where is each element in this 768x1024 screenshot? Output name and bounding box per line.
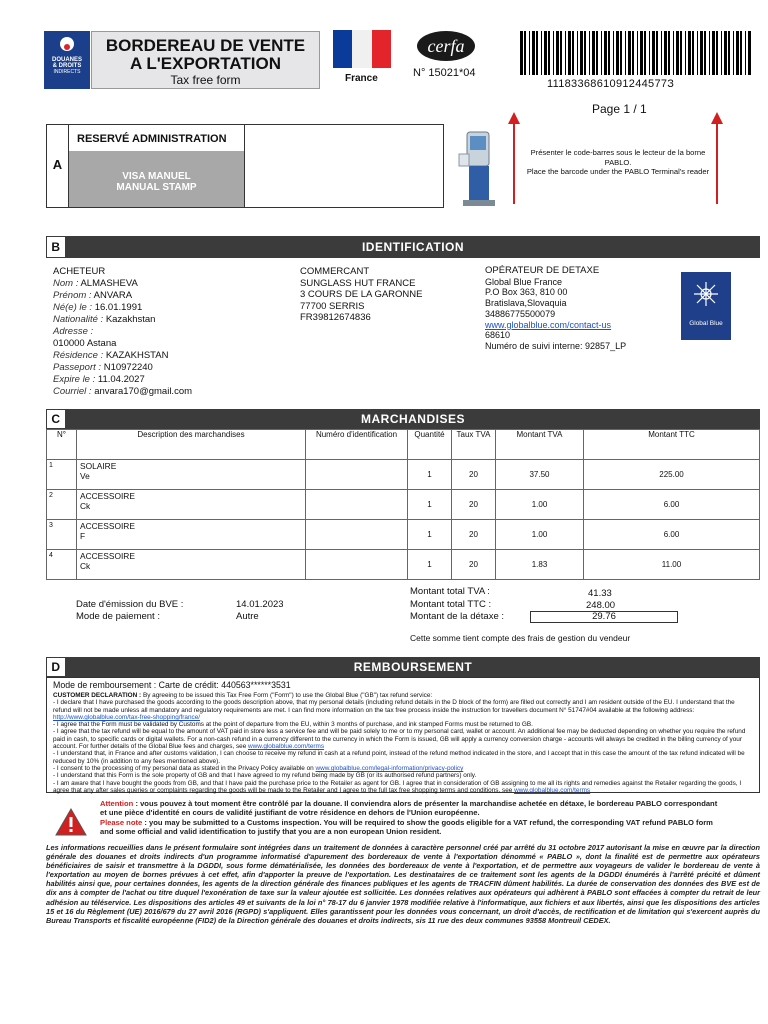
section-d-title: REMBOURSEMENT (353, 660, 473, 674)
passport-label: Passeport : (53, 362, 102, 373)
section-c-letter: C (46, 409, 66, 429)
table-row (47, 550, 760, 580)
item-quantity: 1 (408, 550, 452, 580)
col-vat-rate: Taux TVA (452, 430, 496, 460)
red-arrow-left-icon (508, 112, 520, 204)
prenom-label: Prénom : (53, 290, 92, 301)
please-note-label: Please note (100, 817, 143, 827)
item-ttc-amount: 6.00 (584, 520, 760, 550)
operator-id: 34886775500079 (485, 308, 556, 319)
buyer-block (53, 266, 293, 398)
item-vat-rate: 20 (452, 520, 496, 550)
nom-label: Nom : (53, 278, 79, 289)
logo-line-3: INDIRECTS (53, 69, 81, 75)
instruction-fr: Présenter le code-barres sous le lecteur de la borne PABLO. (530, 148, 706, 167)
item-identification (306, 520, 408, 550)
title-line-1: BORDEREAU DE VENTE (105, 36, 306, 55)
warning-icon (55, 808, 87, 836)
buyer-nationality: Kazakhstan (105, 314, 156, 325)
operator-box: P.O Box 363, 810 00 (485, 287, 568, 298)
item-number: 2 (47, 490, 77, 520)
visa-manuel-label: VISA MANUEL (122, 171, 191, 182)
legal-notice: Les informations recueillies dans le présent formulaire sont intégrées dans un traitement de données à caractère personnel créé par arrêté du 31 octobre 2017 autorisant la mise en œuvre par la direction générale des douanes et droits indirects d'un programme informatisé d'apurement des bordereaux de vente à l'exportation dénommé « PABLO », dont la finalité est de permettre aux opérateurs bénéficiaires de saisir et transmettre à la DGDDI, sous forme dématérialisée, les données des bordereaux de vente à l'exportation, et de permettre aux voyageurs de valider le bordereau de vente à l'exportation au moyen de bornes prévues à cet effet, afin d'apporter la preuve de l'exportation. Les destinataires de ce traitement sont les agents de la DGDDI énumérés à l'arrêté précité et dûment habilités ainsi que, pour certaines données, les agents de la direction générale des finances publiques et les agents de TRACFIN dûment habilités. La durée de conservation des données des BVE est de dix ans à compter de l'achat ou titre duquel l'exonération de taxe sur la valeur ajoutée est sollicitée. Les données relatives aux opérateurs qui adhèrent à PABLO sont effacées à compter du retrait de leur adhésion au téléservice. Les dispositions des articles 49 et suivants de la loi n° 78-17 du 6 janvier 1978 modifiée relative à l'informatique, aux fichiers et aux libertés, ainsi que les dispositions des articles 15 et 16 du Règlement (UE) 2016/679 du 27 avril 2016 (RGPD) s'appliquent. Elles garantissent pour les données vous concernant, un droit d'accès, de rectification et de limitation qui s'exercent auprès du Bureau Transports et fiscalité européenne (FID2) de la Direction générale des douanes et droits indirects, sis 11 rue des deux communes 93558 Montreuil CEDEX. (46, 843, 760, 925)
item-vat-amount: 1.83 (496, 550, 584, 580)
operator-name: Global Blue France (485, 276, 563, 287)
buyer-surname: ALMASHEVA (80, 278, 138, 289)
buyer-email: anvara170@gmail.com (94, 386, 193, 397)
merchant-street: 3 COURS DE LA GARONNE (300, 289, 423, 300)
item-quantity: 1 (408, 490, 452, 520)
payment-mode: Autre (236, 611, 259, 622)
item-quantity: 1 (408, 520, 452, 550)
buyer-birthdate: 16.01.1991 (94, 302, 143, 313)
section-b-letter: B (46, 236, 66, 258)
item-identification (306, 490, 408, 520)
section-b-title: IDENTIFICATION (361, 240, 465, 254)
table-row (47, 520, 760, 550)
instruction-en: Place the barcode under the PABLO Terminal's reader (526, 167, 710, 176)
global-blue-logo (681, 272, 731, 340)
merchant-heading: COMMERCANT (300, 266, 370, 277)
tracking-number: Numéro de suivi interne: 92857_LP (485, 340, 627, 351)
section-d-letter: D (46, 657, 66, 677)
item-description: ACCESSOIRE Ck (77, 550, 306, 580)
attention-notice (100, 799, 720, 837)
page-number: Page 1 / 1 (592, 102, 647, 116)
declaration-p6: - I understand that this Form is the sole property of GB and that I have agreed to my refund being made by GB (or its authorised refund partners) only. (53, 772, 477, 780)
item-vat-amount: 1.00 (496, 520, 584, 550)
table-row (47, 490, 760, 520)
buyer-address: 010000 Astana (53, 338, 117, 349)
barcode (520, 31, 754, 75)
manual-stamp-box (69, 151, 244, 207)
item-ttc-amount: 11.00 (584, 550, 760, 580)
nationality-label: Nationalité : (53, 314, 104, 325)
goods-table-header (47, 430, 760, 460)
attention-label: Attention (100, 799, 134, 808)
declaration-intro: By agreeing to be issued this Tax Free Form ("Form") to use the Global Blue ("GB") tax refund service: (142, 692, 433, 699)
reserved-administration-label: RESERVÉ ADMINISTRATION (77, 133, 227, 145)
detaxe-amount-box (530, 611, 678, 623)
section-c-title: MARCHANDISES (360, 412, 465, 426)
col-description: Description des marchandises (77, 430, 306, 460)
total-ttc-label: Montant total TTC : (410, 599, 492, 610)
item-quantity: 1 (408, 460, 452, 490)
merchant-city: 77700 SERRIS (300, 300, 365, 312)
item-identification (306, 550, 408, 580)
operator-heading: OPÉRATEUR DE DETAXE (485, 265, 600, 276)
item-vat-amount: 1.00 (496, 490, 584, 520)
birthdate-label: Né(e) le : (53, 302, 93, 313)
customs-logo (44, 31, 90, 89)
form-title-box (91, 31, 320, 89)
operator-contact-link[interactable]: www.globalblue.com/contact-us (485, 319, 612, 330)
tax-free-shopping-link[interactable]: http://www.globalblue.com/tax-free-shopping/france/ (53, 713, 201, 721)
merchant-block (300, 266, 480, 324)
privacy-policy-link[interactable]: www.globalblue.com/legal-information/privacy-policy (315, 764, 464, 772)
operator-block (485, 266, 675, 352)
section-a-letter: A (47, 125, 69, 207)
col-number: N° (47, 430, 77, 460)
residence-label: Résidence : (53, 350, 104, 361)
stamp-area (244, 125, 245, 207)
buyer-firstname: ANVARA (93, 290, 133, 301)
barcode-number: 1118336861091244577З (547, 78, 675, 90)
item-number: 4 (47, 550, 77, 580)
terms-link-2[interactable]: www.globalblue.com/terms (514, 786, 591, 794)
section-d-header (46, 657, 760, 677)
logo-line-1: DOUANES (51, 57, 82, 63)
title-subtitle: Tax free form (170, 73, 241, 87)
total-ttc: 248.00 (586, 600, 616, 611)
french-flag (333, 30, 391, 68)
operator-code: 68610 (485, 330, 511, 341)
buyer-passport: N10972240 (103, 362, 153, 373)
item-identification (306, 460, 408, 490)
declaration-p2: - I agree that the Form must be validated by Customs at the point of departure from the EU, within 3 months of purchase, and ink stamped Forms must be returned to GB. (53, 721, 533, 729)
issue-date-row (76, 599, 183, 610)
cerfa-logo: cerfa (417, 31, 475, 61)
customer-declaration (53, 692, 753, 794)
declaration-p1: - I declare that I have purchased the goods according to the goods description above, that my personal details (including refund details in the D block of the form) are filled out correctly and I am resident outside of the EU. I understand that the refund will not be made unless all mandatory and regulatory requirements are met. I can find more information on the tax free process inside the instruction for travellers document N° 51747#04 available at the following address: (53, 699, 735, 714)
expiry-label: Expire le : (53, 374, 96, 385)
item-ttc-amount: 6.00 (584, 490, 760, 520)
declaration-p7: - I am aware that I have bought the goods from GB, and that I have paid the purchase price to the Retailer as agent for GB. I agree that in consideration of GB assigning to me all its rights and remedies against the Retailer regarding the goods, I agree that any after sales queries or complaints regarding the goods will be made to the Retailer and I agree to the full tax free shopping terms and conditions, see (53, 779, 742, 794)
section-a-box (46, 124, 444, 208)
cerfa-number: N° 15021*04 (413, 67, 476, 79)
pablo-kiosk-illustration (455, 126, 503, 208)
col-vat-amount: Montant TVA (496, 430, 584, 460)
issue-date-label: Date d'émission du BVE : (76, 599, 184, 610)
table-row (47, 460, 760, 490)
goods-table (46, 429, 760, 580)
issue-date: 14.01.2023 (236, 599, 284, 610)
buyer-passport-expiry: 11.04.2027 (97, 374, 145, 385)
buyer-heading: ACHETEUR (53, 266, 106, 277)
barcode-instructions (525, 148, 711, 177)
total-vat: 41.33 (588, 588, 612, 599)
item-description: ACCESSOIRE F (77, 520, 306, 550)
item-vat-rate: 20 (452, 550, 496, 580)
attention-text-en: : you may be submitted to a Customs inspection. You will be required to show the goods eligible for a VAT refund, the corresponding VAT refund PABLO form and some official and valid identification to justify that you are a non european Union resident. (100, 817, 713, 837)
item-vat-amount: 37.50 (496, 460, 584, 490)
detaxe-amount: 29.76 (592, 611, 616, 622)
title-line-2: A L'EXPORTATION (129, 54, 282, 73)
item-number: 3 (47, 520, 77, 550)
col-ttc-amount: Montant TTC (584, 430, 760, 460)
item-vat-rate: 20 (452, 490, 496, 520)
buyer-residence: KAZAKHSTAN (105, 350, 169, 361)
declaration-title: CUSTOMER DECLARATION : (53, 692, 142, 699)
refund-block (46, 677, 760, 793)
col-identification: Numéro d'identification (306, 430, 408, 460)
merchant-vat-number: FR39812674836 (300, 312, 371, 323)
declaration-p5: - I consent to the processing of my personal data as stated in the Privacy Policy available on (53, 764, 314, 772)
detaxe-label: Montant de la détaxe : (410, 611, 505, 622)
section-c-header (46, 409, 760, 429)
manual-stamp-label: MANUAL STAMP (116, 182, 197, 193)
item-vat-rate: 20 (452, 460, 496, 490)
operator-city: Bratislava,Slovaquia (485, 298, 567, 309)
red-arrow-right-icon (711, 112, 723, 204)
payment-mode-label: Mode de paiement : (76, 611, 160, 622)
total-vat-label: Montant total TVA : (410, 586, 490, 597)
email-label: Courriel : (53, 386, 92, 397)
address-label: Adresse : (53, 326, 94, 337)
attention-text-fr: : vous pouvez à tout moment être contrôlé par la douane. Il conviendra alors de présenter la marchandise achetée en détaxe, le bordereau PABLO correspondant et une pièce d'identité en cours de validité justifiant de votre résidence en dehors de l'Union européenne. (100, 799, 718, 818)
terms-link-1[interactable]: www.globalblue.com/terms (248, 743, 325, 751)
declaration-p3: - I agree that the tax refund will be equal to the amount of VAT paid in store less a service fee and will be paid solely to me or to my personal card, wallet or account. An additional fee may be deducted depending on whether you require the refund paid in cash, to specific cards or digital wallets. For a non-cash refund in a currency different to the currency in which the Form is issued, GB will apply a currency conversion charge - accounts will always be credited in the billing currency of your account. For further details of the Global Blue fees and charges, see (53, 728, 746, 751)
fees-note: Cette somme tient compte des frais de gestion du vendeur (410, 633, 631, 643)
section-b-header (46, 236, 760, 258)
col-quantity: Quantité (408, 430, 452, 460)
country-label: France (345, 73, 378, 84)
item-description: SOLAIRE Ve (77, 460, 306, 490)
item-number: 1 (47, 460, 77, 490)
declaration-p4: - I understand that, in France and after customs validation, I can choose to receive my refund in cash at a refund point, instead of the refund method indicated in the store, and I accept that in this case the amount of the tax refund indicated will be reduced by 10% (in addition to any fees mentioned above). (53, 750, 745, 765)
refund-mode: Mode de remboursement : Carte de crédit: 440563******3531 (53, 680, 291, 690)
merchant-name: SUNGLASS HUT FRANCE (300, 277, 416, 289)
item-description: ACCESSOIRE Ck (77, 490, 306, 520)
logo-line-2: & DROITS (52, 63, 82, 69)
item-ttc-amount: 225.00 (584, 460, 760, 490)
global-blue-logo-text: Global Blue (689, 320, 723, 327)
